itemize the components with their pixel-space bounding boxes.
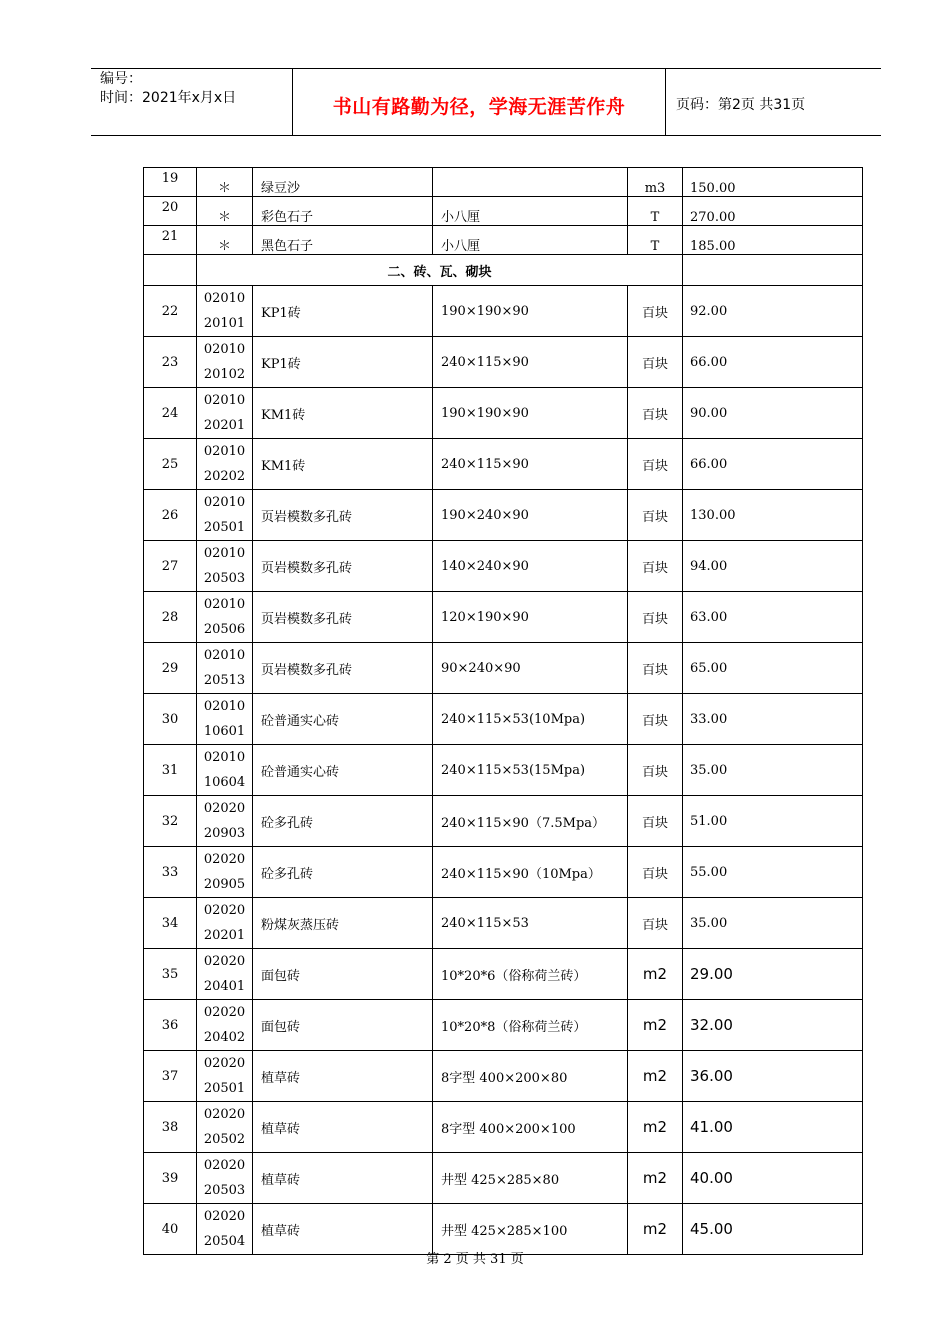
row-number: 22 xyxy=(144,286,197,337)
material-price: 40.00 xyxy=(683,1153,863,1204)
material-price: 65.00 xyxy=(683,643,863,694)
material-unit: 百块 xyxy=(628,541,683,592)
material-name: 页岩模数多孔砖 xyxy=(253,592,433,643)
row-number: 35 xyxy=(144,949,197,1000)
table-row xyxy=(144,592,863,643)
material-code xyxy=(197,1000,253,1051)
material-code xyxy=(197,1204,253,1255)
material-code-part: 02020 xyxy=(203,801,246,816)
material-price: 35.00 xyxy=(683,898,863,949)
material-code-part: 20501 xyxy=(203,1081,246,1096)
material-price: 92.00 xyxy=(683,286,863,337)
material-code-part: 02010 xyxy=(203,291,246,306)
material-price: 150.00 xyxy=(683,168,863,197)
row-number: 28 xyxy=(144,592,197,643)
material-spec xyxy=(433,168,628,197)
material-name: 绿豆沙 xyxy=(253,168,433,197)
material-name: 砼普通实心砖 xyxy=(253,745,433,796)
material-name: 页岩模数多孔砖 xyxy=(253,490,433,541)
material-code xyxy=(197,643,253,694)
header-info xyxy=(100,70,236,108)
material-code-part: 02010 xyxy=(203,444,246,459)
material-code-part: 20903 xyxy=(203,826,246,841)
material-spec: 10*20*6（俗称荷兰砖） xyxy=(433,949,628,1000)
row-number: 30 xyxy=(144,694,197,745)
row-number: 25 xyxy=(144,439,197,490)
material-price: 32.00 xyxy=(683,1000,863,1051)
table-row xyxy=(144,847,863,898)
material-code-part: 20502 xyxy=(203,1132,246,1147)
material-unit: 百块 xyxy=(628,490,683,541)
material-code-part: 02020 xyxy=(203,954,246,969)
table-row xyxy=(144,1153,863,1204)
row-number: 34 xyxy=(144,898,197,949)
table-row xyxy=(144,337,863,388)
material-unit: m2 xyxy=(628,1102,683,1153)
table-row xyxy=(144,439,863,490)
material-code xyxy=(197,541,253,592)
material-unit: m2 xyxy=(628,1153,683,1204)
row-number: 40 xyxy=(144,1204,197,1255)
table-row xyxy=(144,286,863,337)
material-unit: 百块 xyxy=(628,847,683,898)
material-code xyxy=(197,949,253,1000)
table-row xyxy=(144,1204,863,1255)
table-row xyxy=(144,1000,863,1051)
material-code-part: 20503 xyxy=(203,1183,246,1198)
material-price: 35.00 xyxy=(683,745,863,796)
material-code-part: 20905 xyxy=(203,877,246,892)
table-row xyxy=(144,197,863,226)
header-page-number: 页码：第2页 共31页 xyxy=(676,97,806,113)
material-name: 植草砖 xyxy=(253,1153,433,1204)
row-number: 37 xyxy=(144,1051,197,1102)
material-price: 66.00 xyxy=(683,337,863,388)
row-mark: ＊ xyxy=(197,226,253,255)
material-code-part: 20506 xyxy=(203,622,246,637)
material-unit: 百块 xyxy=(628,796,683,847)
material-spec: 240×115×53(15Mpa) xyxy=(433,745,628,796)
header-divider xyxy=(665,68,666,135)
material-code-part: 02020 xyxy=(203,1056,246,1071)
material-code xyxy=(197,847,253,898)
material-code xyxy=(197,439,253,490)
material-price: 270.00 xyxy=(683,197,863,226)
header-bottom-rule xyxy=(91,135,881,136)
material-name: 面包砖 xyxy=(253,1000,433,1051)
material-code-part: 02010 xyxy=(203,597,246,612)
material-name: 砼普通实心砖 xyxy=(253,694,433,745)
material-spec: 小八厘 xyxy=(433,226,628,255)
price-table xyxy=(143,167,863,1255)
section-row xyxy=(144,255,863,286)
material-code-part: 20513 xyxy=(203,673,246,688)
material-price: 29.00 xyxy=(683,949,863,1000)
material-name: 页岩模数多孔砖 xyxy=(253,541,433,592)
material-unit: 百块 xyxy=(628,286,683,337)
page-footer: 第 2 页 共 31 页 xyxy=(426,1252,524,1267)
material-code-part: 02010 xyxy=(203,750,246,765)
document-time-label: 时间：2021年x月x日 xyxy=(100,90,237,106)
row-mark: ＊ xyxy=(197,168,253,197)
material-name: 粉煤灰蒸压砖 xyxy=(253,898,433,949)
row-number: 24 xyxy=(144,388,197,439)
material-price: 33.00 xyxy=(683,694,863,745)
price-table-body xyxy=(144,168,863,1255)
material-code-part: 02020 xyxy=(203,1005,246,1020)
material-code-part: 02010 xyxy=(203,648,246,663)
material-name: 砼多孔砖 xyxy=(253,847,433,898)
section-blank-cell xyxy=(144,255,197,286)
document-number-label: 编号： xyxy=(100,71,142,87)
material-name: KP1砖 xyxy=(253,286,433,337)
table-row xyxy=(144,745,863,796)
material-code-part: 02020 xyxy=(203,1209,246,1224)
material-code-part: 02010 xyxy=(203,495,246,510)
material-spec: 140×240×90 xyxy=(433,541,628,592)
table-row xyxy=(144,490,863,541)
row-number: 29 xyxy=(144,643,197,694)
material-unit: 百块 xyxy=(628,388,683,439)
material-code-part: 02010 xyxy=(203,546,246,561)
table-row xyxy=(144,898,863,949)
material-unit: 百块 xyxy=(628,643,683,694)
row-number: 21 xyxy=(144,226,197,255)
material-code-part: 02010 xyxy=(203,342,246,357)
material-code xyxy=(197,1051,253,1102)
material-spec: 120×190×90 xyxy=(433,592,628,643)
material-unit: T xyxy=(628,226,683,255)
material-code-part: 10601 xyxy=(203,724,246,739)
material-name: 黑色石子 xyxy=(253,226,433,255)
material-code xyxy=(197,796,253,847)
material-unit: m2 xyxy=(628,1000,683,1051)
material-code-part: 02010 xyxy=(203,393,246,408)
material-unit: m2 xyxy=(628,949,683,1000)
header-motto: 书山有路勤为径，学海无涯苦作舟 xyxy=(332,96,626,118)
material-code xyxy=(197,1153,253,1204)
material-unit: 百块 xyxy=(628,592,683,643)
material-spec: 240×115×53 xyxy=(433,898,628,949)
material-code-part: 20202 xyxy=(203,469,246,484)
material-price: 130.00 xyxy=(683,490,863,541)
material-name: 植草砖 xyxy=(253,1102,433,1153)
material-name: 植草砖 xyxy=(253,1204,433,1255)
material-code xyxy=(197,898,253,949)
material-spec: 90×240×90 xyxy=(433,643,628,694)
material-unit: 百块 xyxy=(628,694,683,745)
table-row xyxy=(144,949,863,1000)
table-row xyxy=(144,1051,863,1102)
row-number: 27 xyxy=(144,541,197,592)
material-unit: T xyxy=(628,197,683,226)
material-code-part: 02020 xyxy=(203,852,246,867)
row-number: 32 xyxy=(144,796,197,847)
material-unit: m3 xyxy=(628,168,683,197)
row-number: 19 xyxy=(144,168,197,197)
header-top-rule xyxy=(91,68,881,69)
material-code-part: 02020 xyxy=(203,1107,246,1122)
material-code-part: 20402 xyxy=(203,1030,246,1045)
row-number: 20 xyxy=(144,197,197,226)
material-code xyxy=(197,592,253,643)
material-name: 面包砖 xyxy=(253,949,433,1000)
material-code xyxy=(197,286,253,337)
material-spec: 190×240×90 xyxy=(433,490,628,541)
material-unit: 百块 xyxy=(628,745,683,796)
row-number: 23 xyxy=(144,337,197,388)
material-spec: 小八厘 xyxy=(433,197,628,226)
material-code-part: 20201 xyxy=(203,418,246,433)
material-name: 彩色石子 xyxy=(253,197,433,226)
material-unit: m2 xyxy=(628,1051,683,1102)
material-price: 55.00 xyxy=(683,847,863,898)
material-spec: 240×115×90 xyxy=(433,439,628,490)
material-unit: 百块 xyxy=(628,337,683,388)
table-row xyxy=(144,694,863,745)
table-row xyxy=(144,541,863,592)
material-name: 页岩模数多孔砖 xyxy=(253,643,433,694)
material-unit: m2 xyxy=(628,1204,683,1255)
row-number: 31 xyxy=(144,745,197,796)
material-unit: 百块 xyxy=(628,439,683,490)
table-row xyxy=(144,388,863,439)
material-code xyxy=(197,1102,253,1153)
material-spec: 190×190×90 xyxy=(433,286,628,337)
table-row xyxy=(144,796,863,847)
material-name: KM1砖 xyxy=(253,388,433,439)
material-code-part: 20504 xyxy=(203,1234,246,1249)
material-price: 185.00 xyxy=(683,226,863,255)
material-code-part: 20101 xyxy=(203,316,246,331)
material-code-part: 02010 xyxy=(203,699,246,714)
material-spec: 8字型 400×200×100 xyxy=(433,1102,628,1153)
material-price: 41.00 xyxy=(683,1102,863,1153)
material-spec: 190×190×90 xyxy=(433,388,628,439)
material-spec: 240×115×90 xyxy=(433,337,628,388)
material-code-part: 20201 xyxy=(203,928,246,943)
material-spec: 井型 425×285×100 xyxy=(433,1204,628,1255)
material-spec: 8字型 400×200×80 xyxy=(433,1051,628,1102)
row-mark: ＊ xyxy=(197,197,253,226)
material-name: KP1砖 xyxy=(253,337,433,388)
section-blank-cell xyxy=(683,255,863,286)
material-spec: 井型 425×285×80 xyxy=(433,1153,628,1204)
material-price: 66.00 xyxy=(683,439,863,490)
material-unit: 百块 xyxy=(628,898,683,949)
material-code-part: 10604 xyxy=(203,775,246,790)
table-row xyxy=(144,1102,863,1153)
material-spec: 240×115×53(10Mpa) xyxy=(433,694,628,745)
section-title: 二、砖、瓦、砌块 xyxy=(197,255,683,286)
material-spec: 10*20*8（俗称荷兰砖） xyxy=(433,1000,628,1051)
row-number: 33 xyxy=(144,847,197,898)
material-code-part: 20401 xyxy=(203,979,246,994)
material-code xyxy=(197,490,253,541)
material-code xyxy=(197,694,253,745)
row-number: 36 xyxy=(144,1000,197,1051)
material-code-part: 20102 xyxy=(203,367,246,382)
material-spec: 240×115×90（10Mpa） xyxy=(433,847,628,898)
material-price: 51.00 xyxy=(683,796,863,847)
material-price: 36.00 xyxy=(683,1051,863,1102)
material-price: 45.00 xyxy=(683,1204,863,1255)
row-number: 39 xyxy=(144,1153,197,1204)
row-number: 26 xyxy=(144,490,197,541)
material-code xyxy=(197,745,253,796)
material-price: 90.00 xyxy=(683,388,863,439)
row-number: 38 xyxy=(144,1102,197,1153)
material-code-part: 20503 xyxy=(203,571,246,586)
material-spec: 240×115×90（7.5Mpa） xyxy=(433,796,628,847)
table-row xyxy=(144,226,863,255)
material-code-part: 02020 xyxy=(203,903,246,918)
material-price: 63.00 xyxy=(683,592,863,643)
material-code-part: 20501 xyxy=(203,520,246,535)
table-row xyxy=(144,643,863,694)
material-code xyxy=(197,388,253,439)
table-row xyxy=(144,168,863,197)
material-name: 砼多孔砖 xyxy=(253,796,433,847)
material-code-part: 02020 xyxy=(203,1158,246,1173)
material-price: 94.00 xyxy=(683,541,863,592)
material-code xyxy=(197,337,253,388)
material-name: 植草砖 xyxy=(253,1051,433,1102)
material-name: KM1砖 xyxy=(253,439,433,490)
